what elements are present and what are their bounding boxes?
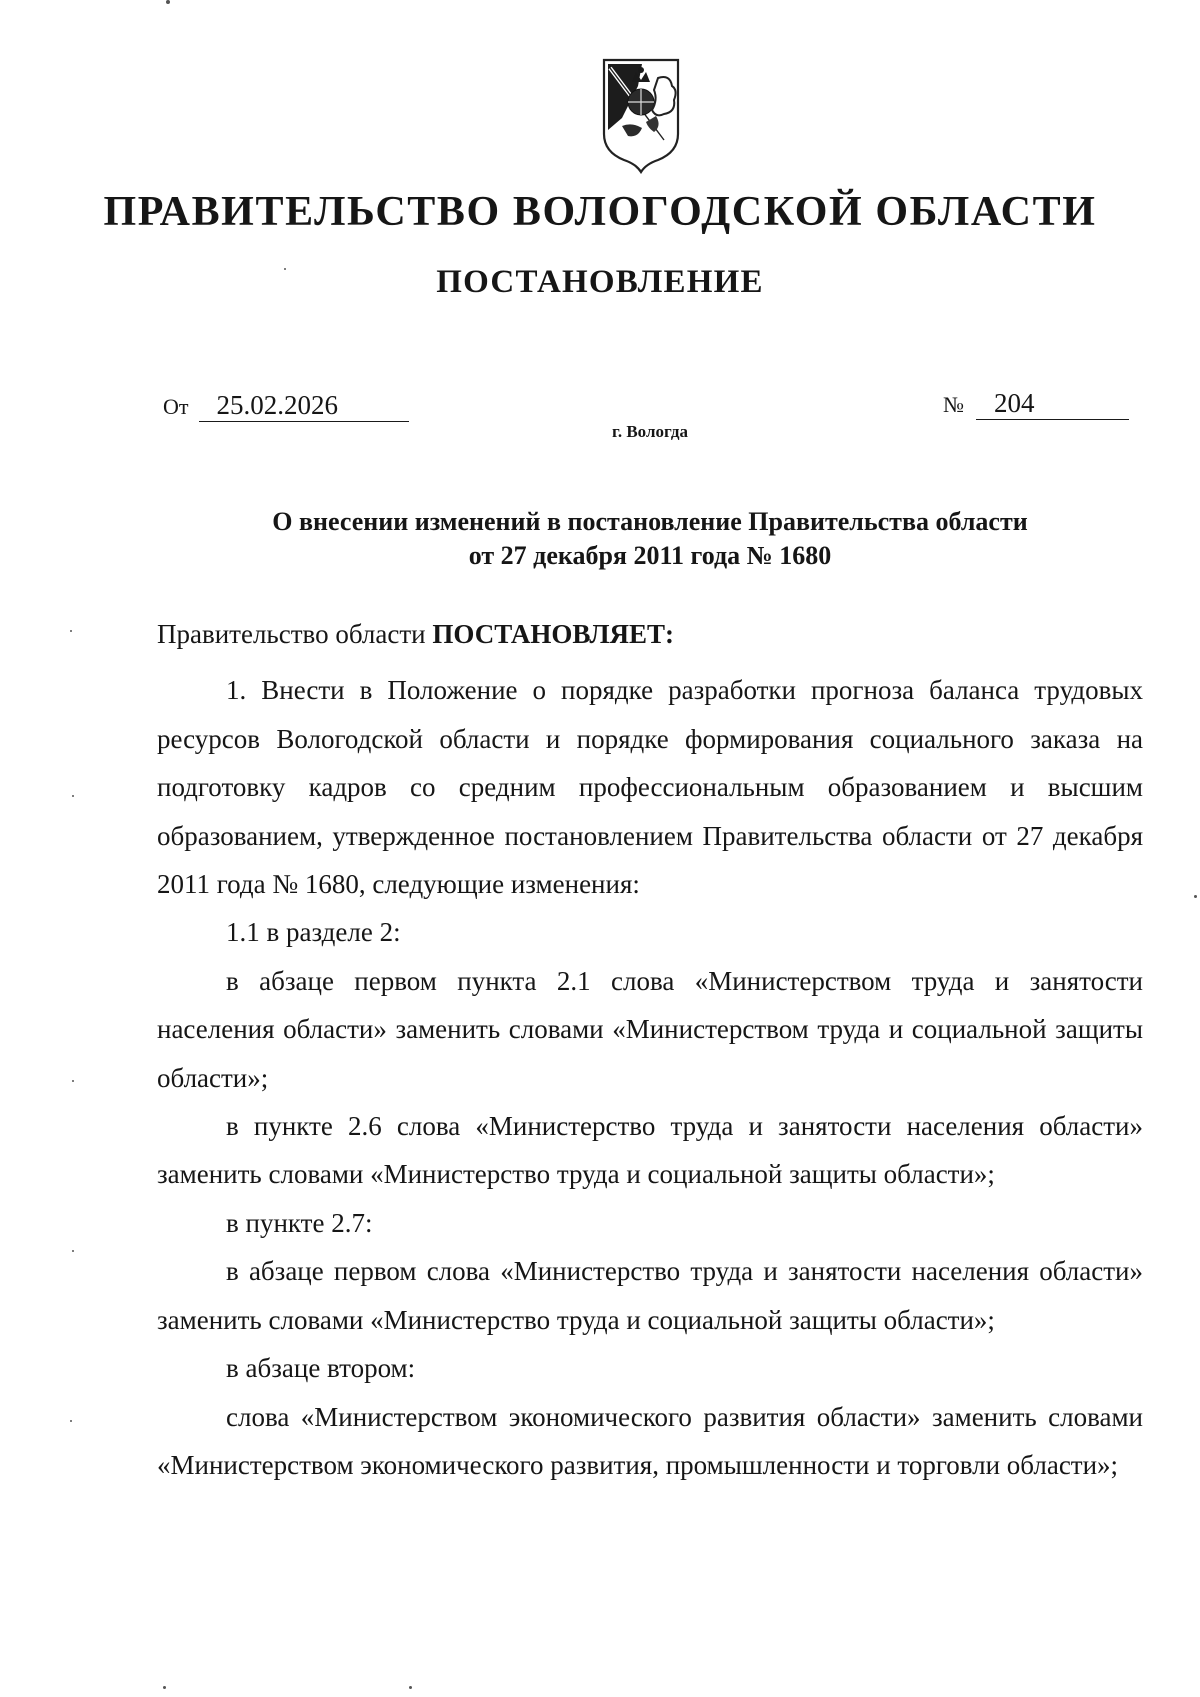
body-paragraph: в абзаце первом слова «Министерство труда и занятости населения области» заменить словами «Министерство труда и социальной защиты области»; <box>157 1256 1143 1335</box>
decree-statement <box>157 610 1143 658</box>
scan-speck <box>166 0 170 4</box>
date-field <box>163 390 409 422</box>
spacer <box>157 658 1143 666</box>
body-paragraph: 1. Внести в Положение о порядке разработки прогноза баланса трудовых ресурсов Вологодской области и порядке формирования социального заказа на подготовку кадров со средним профессиональным образованием и высшим образованием, утвержденное постановлением Правительства области от 27 декабря 2011 года № 1680, следующие изменения: <box>157 675 1143 900</box>
body-paragraph: 1.1 в разделе 2: <box>226 917 401 948</box>
date-value: 25.02.2026 <box>199 390 409 422</box>
decree-prefix: Правительство области <box>157 619 433 649</box>
number-value: 204 <box>976 388 1129 420</box>
subject-line: от 27 декабря 2011 года № 1680 <box>468 541 832 570</box>
scan-speck <box>72 795 74 797</box>
body-paragraph: в абзаце первом пункта 2.1 слова «Министерством труда и занятости населения области» заменить словами «Министерством труда и социальной защиты области»; <box>157 965 1143 1093</box>
scan-speck <box>409 1686 412 1689</box>
body-paragraph: слова «Министерством экономического развития области» заменить словами «Министерством экономического развития, промышленности и торговли области»; <box>157 1401 1143 1480</box>
scan-speck <box>1194 895 1197 898</box>
scan-speck <box>284 268 286 270</box>
scan-speck <box>70 630 72 632</box>
scan-speck <box>163 1686 166 1689</box>
organization-title: ПРАВИТЕЛЬСТВО ВОЛОГОДСКОЙ ОБЛАСТИ <box>103 189 1097 235</box>
decree-word: ПОСТАНОВЛЯЕТ: <box>432 619 674 649</box>
document-type-heading: ПОСТАНОВЛЕНИЕ <box>436 264 764 300</box>
vologda-coat-of-arms-icon <box>598 56 684 174</box>
body-paragraph: в абзаце втором: <box>226 1353 416 1384</box>
number-field <box>943 388 1129 420</box>
date-label: От <box>163 394 189 419</box>
subject-line: О внесении изменений в постановление Правительства области <box>272 507 1028 536</box>
body-paragraph: в пункте 2.7: <box>226 1207 373 1238</box>
scan-speck <box>70 1420 72 1422</box>
city-label: г. Вологда <box>612 422 688 441</box>
scan-speck <box>72 1250 74 1252</box>
body-paragraph: в пункте 2.6 слова «Министерство труда и занятости населения области» заменить словами «Министерство труда и социальной защиты области»; <box>157 1111 1143 1190</box>
number-label: № <box>943 392 964 417</box>
scan-speck <box>72 1080 74 1082</box>
document-subject <box>160 505 1140 573</box>
document-body <box>157 610 1143 1489</box>
